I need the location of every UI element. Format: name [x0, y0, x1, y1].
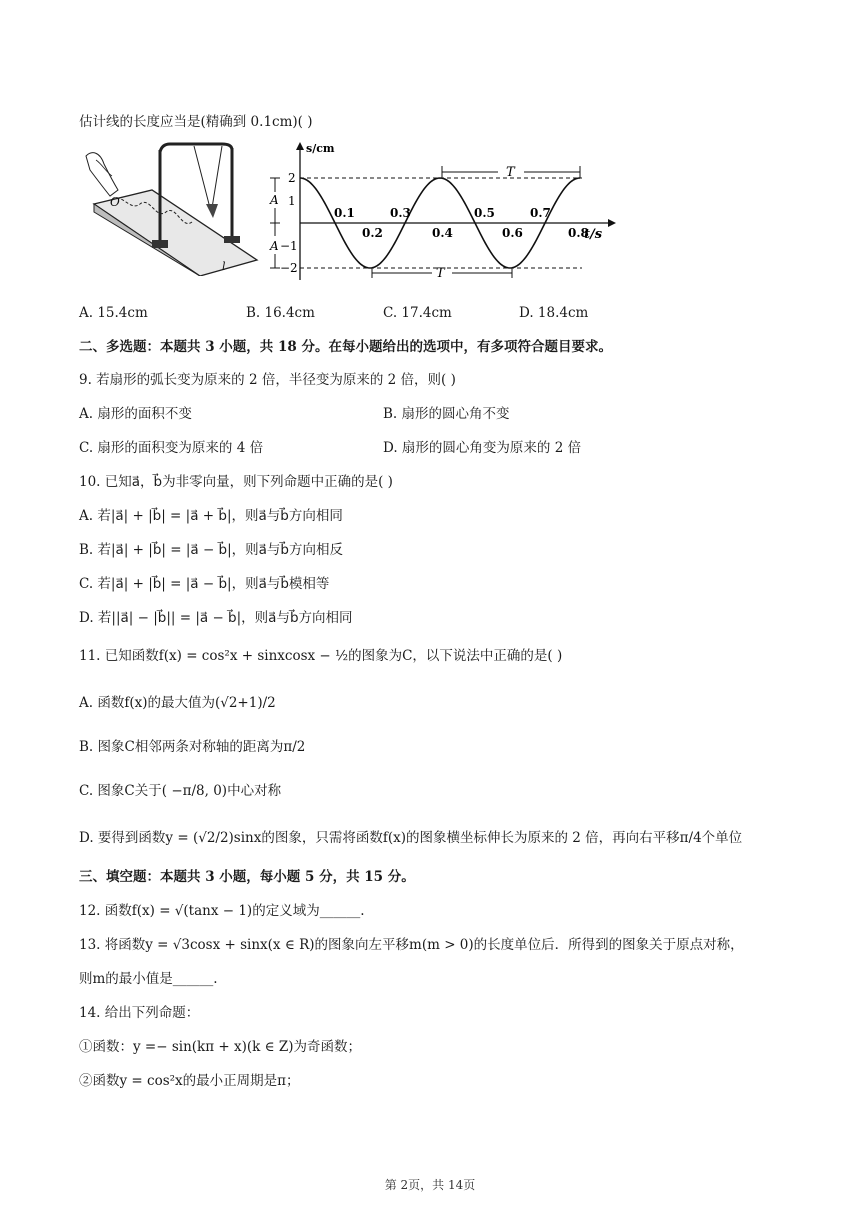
x-tick-0.6: 0.6	[502, 226, 523, 240]
x-tick-0.3: 0.3	[390, 206, 411, 220]
q13-line2: 则m的最小值是______.	[79, 971, 218, 987]
q9-option-b: B. 扇形的圆心角不变	[383, 406, 510, 422]
x-tick-0.7: 0.7	[530, 206, 551, 220]
period-label-bottom: T	[436, 266, 445, 281]
q9-option-c: C. 扇形的面积变为原来的 4 倍	[79, 440, 264, 456]
q11-stem: 11. 已知函数f(x) = cos²x + sinxcosx − ½的图象为C，以下说法中正确的是( )	[79, 648, 563, 664]
q13-line1: 13. 将函数y = √3cosx + sinx(x ∈ R)的图象向左平移m(m > 0)的长度单位后．所得到的图象关于原点对称，	[79, 937, 744, 953]
q9-option-a: A. 扇形的面积不变	[79, 406, 192, 422]
q8-tail-text: 估计线的长度应当是(精确到 0.1cm)( )	[79, 114, 313, 130]
q14-item-2: ②函数y = cos²x的最小正周期是π；	[79, 1073, 300, 1089]
amplitude-label-top: A	[270, 193, 279, 207]
q8-option-d: D. 18.4cm	[519, 305, 589, 321]
q12-stem: 12. 函数f(x) = √(tanx − 1)的定义域为______.	[79, 903, 365, 919]
q11-option-c: C. 图象C关于( −π/8, 0)中心对称	[79, 783, 282, 799]
y-tick-2: 2	[288, 171, 296, 185]
q11-option-d: D. 要得到函数y = (√2/2)sinx的图象，只需将函数f(x)的图象横坐标伸长为原来的 2 倍，再向右平移π/4个单位	[79, 830, 743, 846]
y-axis-label: s/cm	[306, 142, 335, 155]
x-tick-0.4: 0.4	[432, 226, 453, 240]
section2-heading: 二、多选题：本题共 3 小题，共 18 分。在每小题给出的选项中，有多项符合题目要求。	[79, 339, 612, 355]
pendulum-illustration	[82, 142, 262, 276]
page-footer: 第 2页，共 14页	[384, 1178, 476, 1192]
q10-option-d: D. 若||a⃗| − |b⃗|| = |a⃗ − b⃗|，则a⃗与b⃗方向相同	[79, 610, 353, 626]
q9-stem: 9. 若扇形的弧长变为原来的 2 倍，半径变为原来的 2 倍，则( )	[79, 372, 456, 388]
svg-text:O: O	[110, 195, 120, 209]
x-tick-0.8: 0.8	[568, 226, 589, 240]
q10-option-b: B. 若|a⃗| + |b⃗| = |a⃗ − b⃗|，则a⃗与b⃗方向相反	[79, 542, 344, 558]
q9-option-d: D. 扇形的圆心角变为原来的 2 倍	[383, 440, 582, 456]
q10-option-c: C. 若|a⃗| + |b⃗| = |a⃗ − b⃗|，则a⃗与b⃗模相等	[79, 576, 330, 592]
q11-option-a: A. 函数f(x)的最大值为(√2+1)/2	[79, 695, 276, 711]
x-axis-label: t/s	[584, 227, 603, 242]
period-label-top: T	[506, 165, 515, 180]
waveform-graph	[262, 140, 622, 284]
amplitude-label-bottom: A	[270, 239, 279, 253]
q11-option-b: B. 图象C相邻两条对称轴的距离为π/2	[79, 739, 306, 755]
q8-option-b: B. 16.4cm	[246, 305, 315, 321]
x-tick-0.2: 0.2	[362, 226, 383, 240]
section3-heading: 三、填空题：本题共 3 小题，每小题 5 分，共 15 分。	[79, 869, 415, 885]
q8-option-c: C. 17.4cm	[383, 305, 452, 321]
q14-stem: 14. 给出下列命题：	[79, 1005, 200, 1021]
y-tick-neg2: −2	[280, 261, 298, 275]
y-tick-1: 1	[288, 194, 296, 208]
x-tick-0.5: 0.5	[474, 206, 495, 220]
q10-option-a: A. 若|a⃗| + |b⃗| = |a⃗ + b⃗|，则a⃗与b⃗方向相同	[79, 508, 343, 524]
y-tick-neg1: −1	[280, 239, 298, 253]
q10-stem: 10. 已知a⃗，b⃗为非零向量，则下列命题中正确的是( )	[79, 474, 393, 490]
q8-option-a: A. 15.4cm	[79, 305, 148, 321]
x-tick-0.1: 0.1	[334, 206, 355, 220]
q14-item-1: ①函数：y =− sin(kπ + x)(k ∈ Z)为奇函数；	[79, 1039, 362, 1055]
svg-text:l: l	[222, 260, 226, 273]
